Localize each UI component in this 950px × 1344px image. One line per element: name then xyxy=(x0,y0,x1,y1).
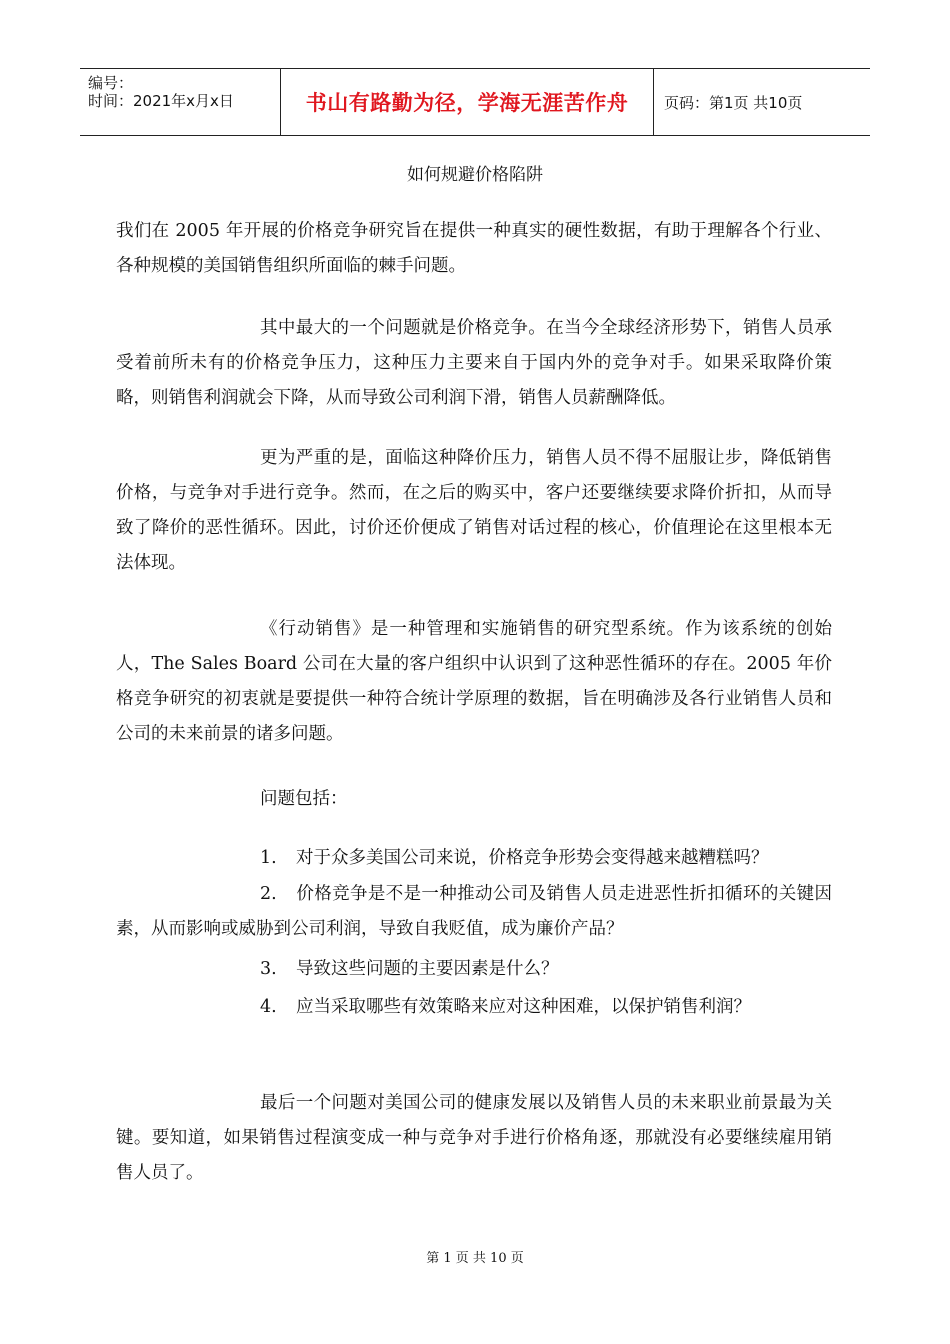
question-number: 3. xyxy=(260,959,277,979)
question-item xyxy=(116,990,832,1025)
page-label: 页码：第1页 共10页 xyxy=(664,93,803,112)
paragraph-action-selling: 《行动销售》是一种管理和实施销售的研究型系统。作为该系统的创始人，The Sales Board 公司在大量的客户组织中认识到了这种恶性循环的存在。2005 年价格竞争研究的初衷就是要提供一种符合统计学原理的数据，旨在明确涉及各行业销售人员和公司的未来前景的诸多问题。 xyxy=(116,619,832,744)
number-label: 编号： xyxy=(88,74,134,92)
question-text: 价格竞争是不是一种推动公司及销售人员走进恶性折扣循环的关键因素，从而影响或威胁到公司利润，导致自我贬值，成为廉价产品？ xyxy=(116,884,832,939)
question-number: 4. xyxy=(260,997,277,1017)
question-number: 1. xyxy=(260,848,277,868)
page-footer: 第 1 页 共 10 页 xyxy=(426,1251,524,1266)
question-item xyxy=(116,877,832,947)
document-header xyxy=(80,68,870,136)
question-number: 2. xyxy=(260,884,277,904)
header-motto-cell xyxy=(281,69,654,135)
motto-text: 书山有路勤为径，学海无涯苦作舟 xyxy=(305,91,629,115)
header-page-cell xyxy=(654,69,870,135)
document-title: 如何规避价格陷阱 xyxy=(407,165,543,185)
question-text: 应当采取哪些有效策略来应对这种困难，以保护销售利润？ xyxy=(296,997,751,1017)
question-item xyxy=(116,841,832,876)
header-info-cell xyxy=(80,69,281,135)
paragraph-vicious-cycle: 更为严重的是，面临这种降价压力，销售人员不得不屈服让步，降低销售价格，与竞争对手进行竞争。然而，在之后的购买中，客户还要继续要求降价折扣，从而导致了降价的恶性循环。因此，讨价还价便成了销售对话过程的核心，价值理论在这里根本无法体现。 xyxy=(116,448,832,573)
paragraph-price-competition: 其中最大的一个问题就是价格竞争。在当今全球经济形势下，销售人员承受着前所未有的价格竞争压力，这种压力主要来自于国内外的竞争对手。如果采取降价策略，则销售利润就会下降，从而导致公司利润下滑，销售人员薪酬降低。 xyxy=(116,318,832,408)
question-text: 导致这些问题的主要因素是什么？ xyxy=(296,959,559,979)
time-label: 时间：2021年x月x日 xyxy=(88,92,234,110)
paragraph-questions-intro: 问题包括： xyxy=(260,789,348,809)
paragraph-intro: 我们在 2005 年开展的价格竞争研究旨在提供一种真实的硬性数据，有助于理解各个行业、各种规模的美国销售组织所面临的棘手问题。 xyxy=(116,221,832,276)
question-item xyxy=(116,952,832,987)
question-text: 对于众多美国公司来说，价格竞争形势会变得越来越糟糕吗？ xyxy=(296,848,769,868)
paragraph-closing: 最后一个问题对美国公司的健康发展以及销售人员的未来职业前景最为关键。要知道，如果销售过程演变成一种与竞争对手进行价格角逐，那就没有必要继续雇用销售人员了。 xyxy=(116,1093,832,1183)
